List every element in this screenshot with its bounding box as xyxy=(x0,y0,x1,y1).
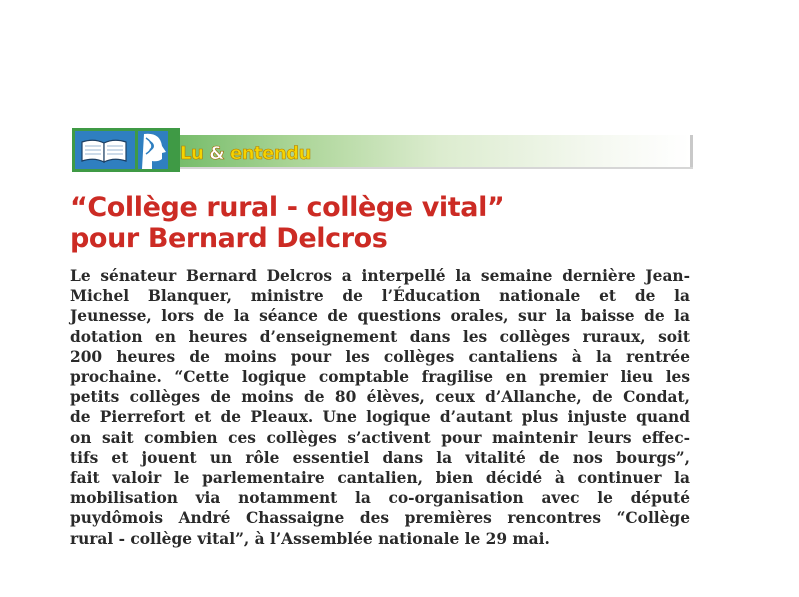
section-label xyxy=(180,143,311,164)
section-label-part1: Lu xyxy=(180,143,210,164)
article-line: prochaine. “Cette logique comptable fragilise en premier lieu les xyxy=(70,368,690,387)
article-line: de Pierrefort et de Pleaux. Une logique d’autant plus injuste quand xyxy=(70,408,690,427)
book-listening-icon xyxy=(72,126,182,174)
section-banner xyxy=(72,126,690,174)
article-line: dotation en heures d’enseignement dans les collèges ruraux, soit xyxy=(70,327,690,346)
article-line: Jeunesse, lors de la séance de questions orales, sur la baisse de la xyxy=(70,307,690,326)
section-label-part2: entendu xyxy=(224,143,311,164)
headline-line-1: “Collège rural - collège vital” xyxy=(70,192,505,223)
headline-line-2: pour Bernard Delcros xyxy=(70,223,388,254)
article-line: fait valoir le parlementaire cantalien, bien décidé à continuer la xyxy=(70,469,690,488)
article-line: rural - collège vital”, à l’Assemblée nationale le 29 mai. xyxy=(70,529,550,548)
article-line: Le sénateur Bernard Delcros a interpellé la semaine dernière Jean- xyxy=(70,267,690,285)
article-line: 200 heures de moins pour les collèges cantaliens à la rentrée xyxy=(70,347,690,366)
article-line: petits collèges de moins de 80 élèves, ceux d’Allanche, de Condat, xyxy=(70,388,690,407)
article-line: on sait combien ces collèges s’activent pour maintenir leurs effec- xyxy=(70,428,690,447)
article-line: puydômois André Chassaigne des premières rencontres “Collège xyxy=(70,509,690,528)
article-body xyxy=(70,266,690,549)
article-headline xyxy=(70,192,690,254)
article-line: mobilisation via notamment la co-organisation avec le député xyxy=(70,489,690,508)
article-line: tifs et jouent un rôle essentiel dans la vitalité de nos bourgs”, xyxy=(70,448,690,467)
article-line: Michel Blanquer, ministre de l’Éducation nationale et de la xyxy=(70,287,690,306)
section-label-amp: & xyxy=(209,143,225,164)
